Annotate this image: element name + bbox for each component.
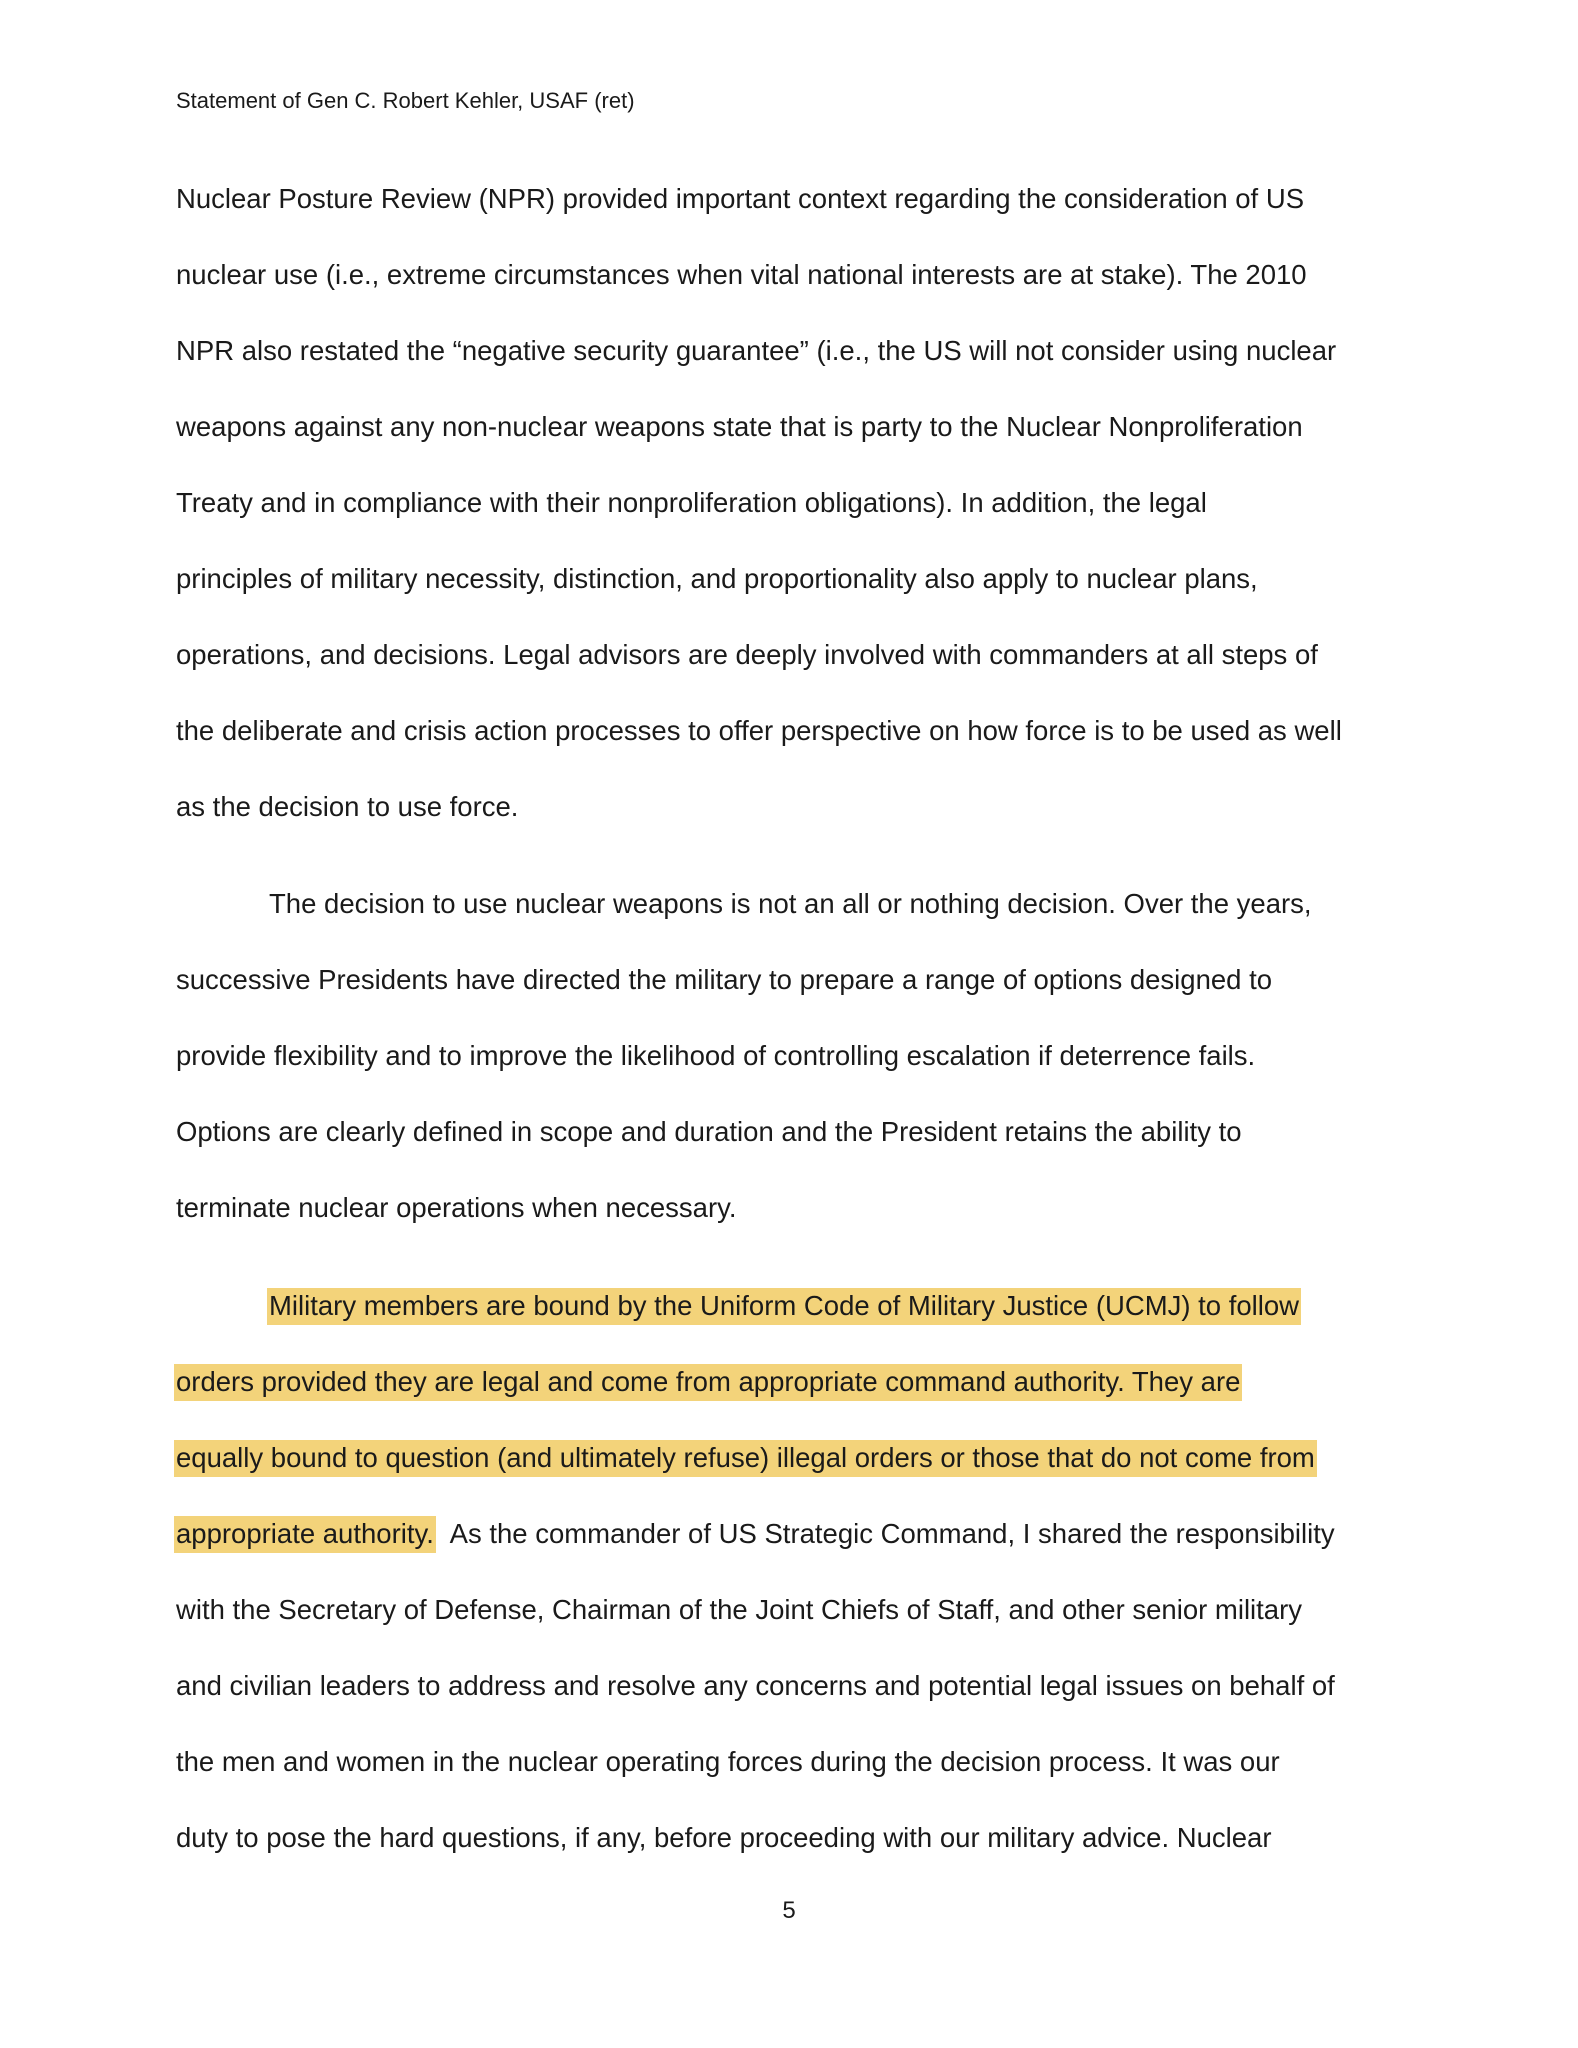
para2-line-5: terminate nuclear operations when necessary.	[176, 1192, 737, 1223]
para1-line-4: weapons against any non-nuclear weapons state that is party to the Nuclear Nonproliferation	[176, 411, 1303, 442]
para1-line-5: Treaty and in compliance with their nonproliferation obligations). In addition, the legal	[176, 487, 1207, 518]
page-number: 5	[782, 1897, 796, 1924]
para3-line-6: and civilian leaders to address and resolve any concerns and potential legal issues on behalf of	[176, 1670, 1335, 1701]
para3-line-3	[176, 1438, 1317, 1478]
para3-line-1	[269, 1286, 1301, 1326]
para1-line-1: Nuclear Posture Review (NPR) provided important context regarding the consideration of US	[176, 183, 1305, 214]
para3-line-5: with the Secretary of Defense, Chairman of the Joint Chiefs of Staff, and other senior military	[176, 1594, 1303, 1625]
para2-line-2: successive Presidents have directed the military to prepare a range of options designed to	[176, 964, 1273, 995]
highlight-span: orders provided they are legal and come from appropriate command authority. They are	[174, 1364, 1242, 1401]
para3-line-7: the men and women in the nuclear operating forces during the decision process. It was our	[176, 1746, 1280, 1777]
para3-line-4	[176, 1514, 1335, 1554]
para1-line-2: nuclear use (i.e., extreme circumstances when vital national interests are at stake). The 2010	[176, 259, 1307, 290]
para1-line-9: as the decision to use force.	[176, 791, 519, 822]
para2-line-3: provide flexibility and to improve the likelihood of controlling escalation if deterrence fails.	[176, 1040, 1256, 1071]
para1-line-6: principles of military necessity, distinction, and proportionality also apply to nuclear plans,	[176, 563, 1258, 594]
running-header: Statement of Gen C. Robert Kehler, USAF (ret)	[176, 88, 635, 113]
para3-line-2	[176, 1362, 1242, 1402]
para3-line-4-rest: As the commander of US Strategic Command, I shared the responsibility	[435, 1518, 1335, 1549]
para1-line-8: the deliberate and crisis action processes to offer perspective on how force is to be used as well	[176, 715, 1342, 746]
para1-line-7: operations, and decisions. Legal advisors are deeply involved with commanders at all steps of	[176, 639, 1318, 670]
highlight-span: equally bound to question (and ultimately refuse) illegal orders or those that do not come from	[174, 1440, 1317, 1477]
highlight-span: appropriate authority.	[174, 1516, 436, 1553]
para2-line-4: Options are clearly defined in scope and duration and the President retains the ability to	[176, 1116, 1242, 1147]
para1-line-3: NPR also restated the “negative security guarantee” (i.e., the US will not consider using nuclear	[176, 335, 1337, 366]
para2-line-1: The decision to use nuclear weapons is not an all or nothing decision. Over the years,	[269, 888, 1312, 919]
para3-line-8: duty to pose the hard questions, if any, before proceeding with our military advice. Nuclear	[176, 1822, 1272, 1853]
highlight-span: Military members are bound by the Uniform Code of Military Justice (UCMJ) to follow	[267, 1288, 1301, 1325]
